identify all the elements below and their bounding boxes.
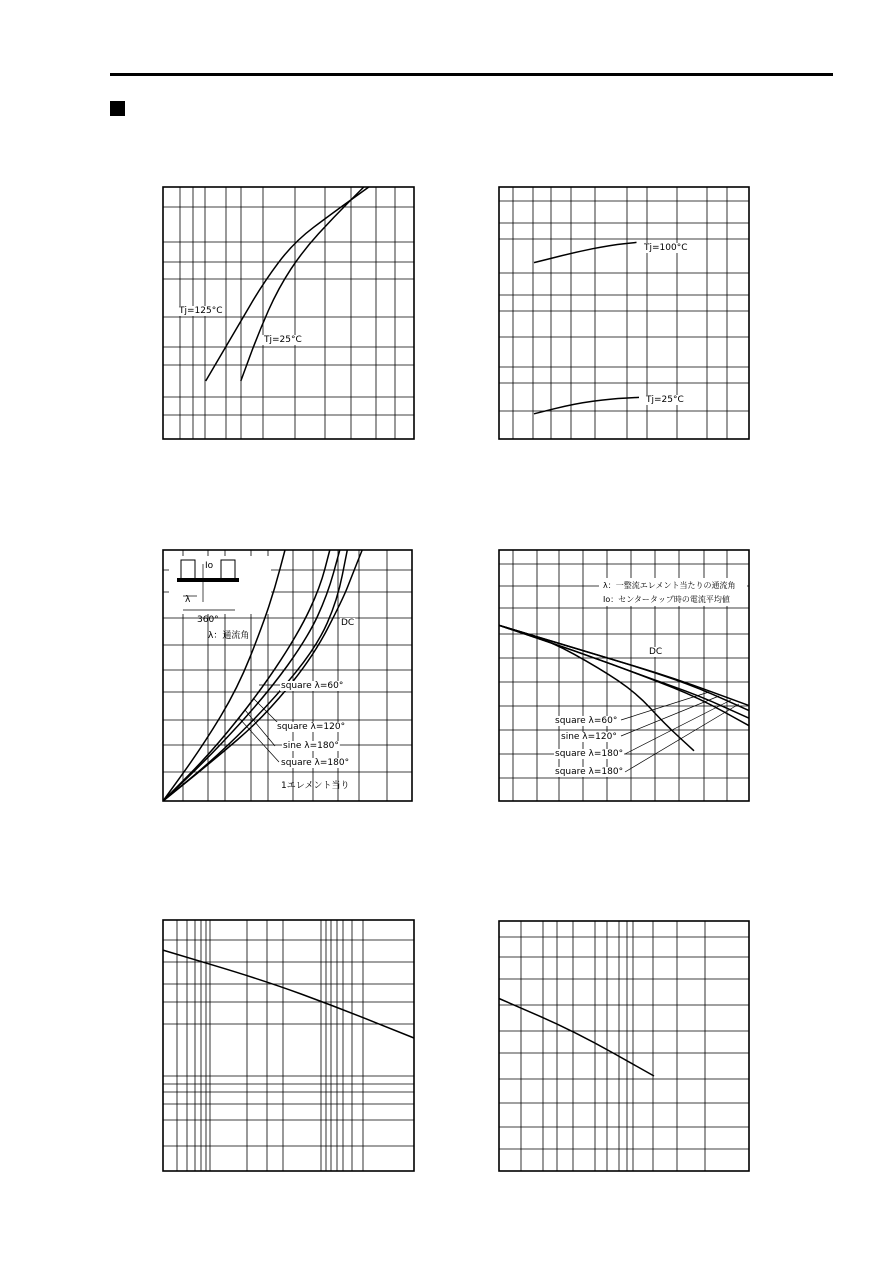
note-average-current: Io：センタータップ時の電流平均値 xyxy=(603,595,730,604)
notes-box xyxy=(599,578,747,606)
series-label-2: Tj=25°C xyxy=(264,335,302,345)
waveform-hatch-bar xyxy=(177,578,239,582)
series-label-1: Tj=100°C xyxy=(644,243,688,253)
chart-power-dissipation xyxy=(163,550,412,801)
series-line-1 xyxy=(534,242,637,262)
top-rule xyxy=(110,73,833,76)
chart-grid xyxy=(499,187,749,439)
series-label-2: square λ=60° xyxy=(281,681,344,691)
series-line-1 xyxy=(499,999,654,1077)
chart-grid xyxy=(163,920,414,1171)
chart-forward-characteristic xyxy=(163,187,414,439)
chart-grid xyxy=(499,921,749,1171)
chart-transient-thermal xyxy=(499,921,749,1171)
chart-frame xyxy=(499,187,749,439)
series-label-1: DC xyxy=(341,618,355,628)
annotation-per-element: 1エレメント当り xyxy=(281,781,350,791)
note-conduction-angle: λ：一整流エレメント当たりの通流角 xyxy=(603,581,736,590)
chart-frame xyxy=(499,921,749,1171)
series-label-2: Tj=25°C xyxy=(646,395,684,405)
chart-reverse-characteristic xyxy=(499,187,749,439)
series-label-4: square λ=180° xyxy=(555,749,624,759)
series-label-1: DC xyxy=(649,647,663,657)
series-label-4: sine λ=180° xyxy=(283,741,339,751)
waveform-inset xyxy=(169,556,271,641)
series-label-5: square λ=180° xyxy=(555,767,624,777)
series-line-3 xyxy=(499,625,749,718)
inset-label-lambda: λ xyxy=(185,595,191,605)
chart-surge-current xyxy=(163,920,414,1171)
section-marker xyxy=(110,101,125,116)
inset-label-period: 360° xyxy=(197,615,219,625)
series-line-4 xyxy=(499,625,749,725)
inset-label-conduction-angle: λ：通流角 xyxy=(208,631,250,641)
series-label-3: sine λ=120° xyxy=(561,732,617,742)
series-label-1: Tj=125°C xyxy=(179,306,223,316)
leader-lines xyxy=(621,692,739,772)
series-line-1 xyxy=(206,187,369,381)
series-label-3: square λ=120° xyxy=(277,722,346,732)
inset-label-io: Io xyxy=(205,561,214,571)
series-label-2: square λ=60° xyxy=(555,716,618,726)
series-line-2 xyxy=(241,187,364,381)
series-label-5: square λ=180° xyxy=(281,758,350,768)
chart-case-temperature xyxy=(499,550,749,801)
